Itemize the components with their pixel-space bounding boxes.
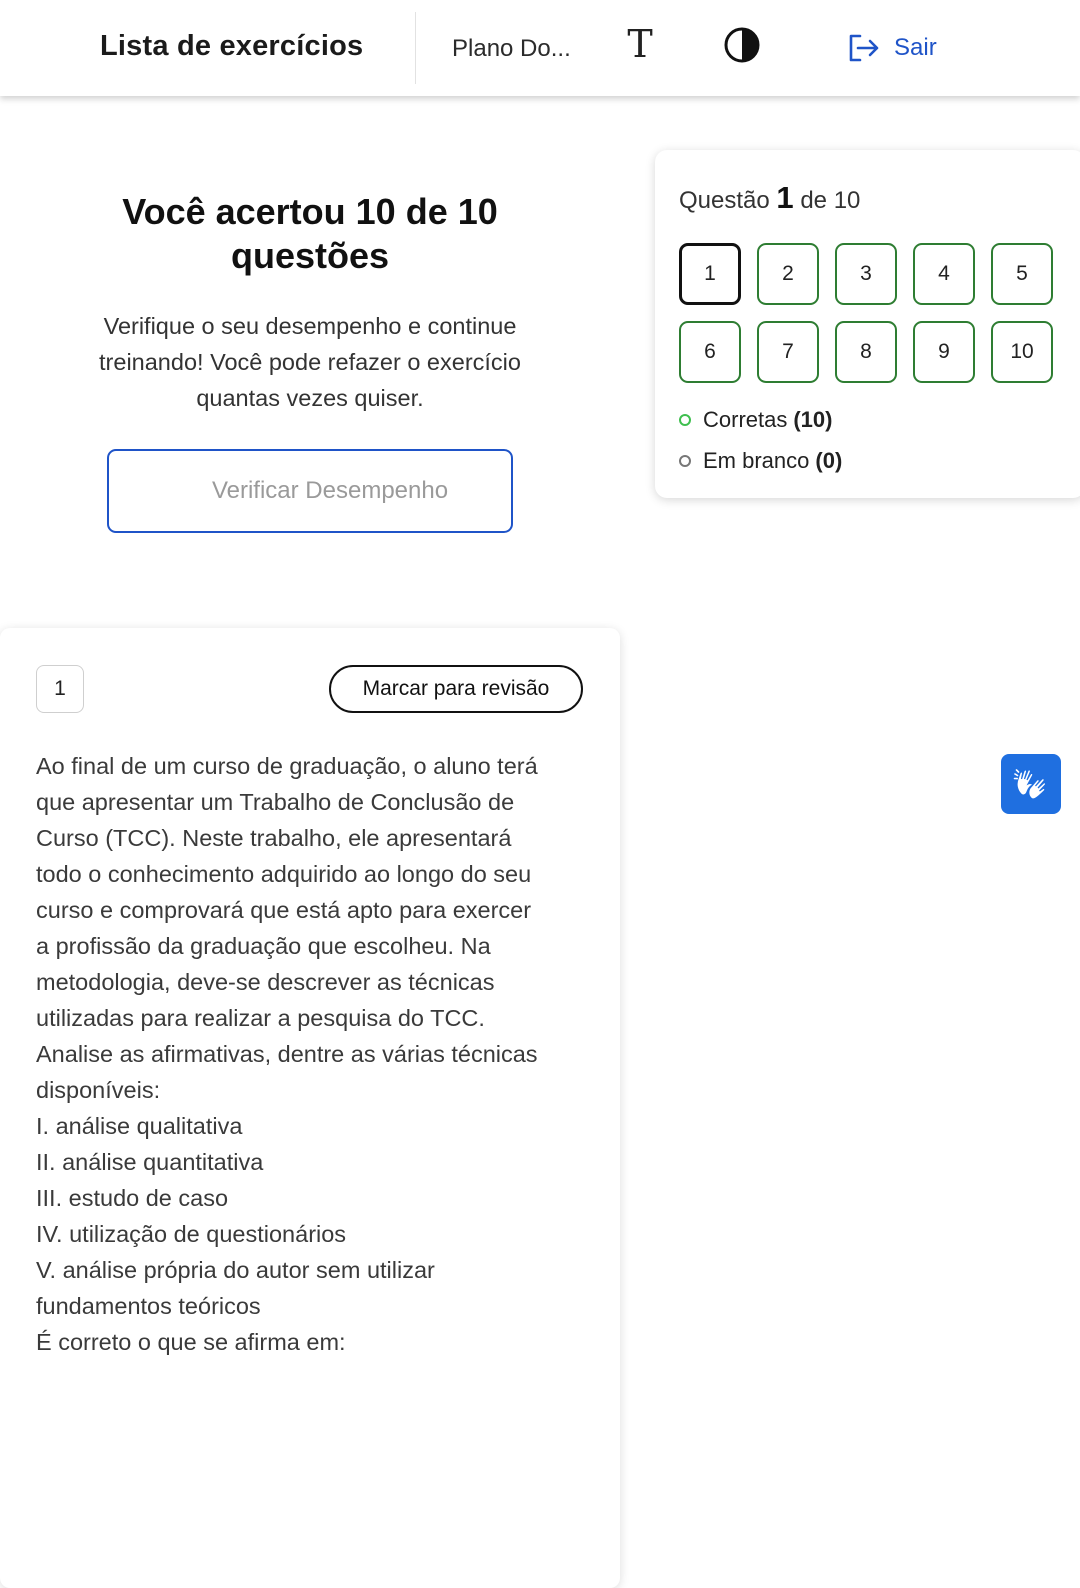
question-counter-current: 1 xyxy=(776,180,794,215)
font-size-icon[interactable]: T xyxy=(627,22,653,66)
question-navigator xyxy=(655,150,1080,498)
logout-button[interactable] xyxy=(846,30,937,66)
statement-line: É correto o que se afirma em: xyxy=(36,1329,346,1355)
statement-line: I. análise qualitativa xyxy=(36,1113,243,1139)
page-title: Lista de exercícios xyxy=(100,30,364,62)
question-button-9[interactable]: 9 xyxy=(913,321,975,383)
question-number-badge: 1 xyxy=(36,665,84,713)
question-statement xyxy=(36,748,596,1360)
statement-line: V. análise própria do autor sem utilizar xyxy=(36,1257,435,1283)
result-title: Você acertou 10 de 10 questões xyxy=(122,191,498,276)
question-button-4[interactable]: 4 xyxy=(913,243,975,305)
statement-line: que apresentar um Trabalho de Conclusão de xyxy=(36,789,515,815)
statement-line: Curso (TCC). Neste trabalho, ele apresentará xyxy=(36,825,512,851)
question-counter xyxy=(679,180,860,216)
header-divider xyxy=(415,12,416,84)
question-button-3[interactable]: 3 xyxy=(835,243,897,305)
correct-dot-icon xyxy=(679,414,691,426)
question-button-2[interactable]: 2 xyxy=(757,243,819,305)
question-button-6[interactable]: 6 xyxy=(679,321,741,383)
mark-for-review-button[interactable]: Marcar para revisão xyxy=(329,665,583,713)
logout-icon xyxy=(846,32,880,64)
logout-label: Sair xyxy=(894,34,937,61)
legend-correct-count: (10) xyxy=(793,407,833,432)
statement-line: IV. utilização de questionários xyxy=(36,1221,347,1247)
statement-line: Ao final de um curso de graduação, o aluno terá xyxy=(36,753,538,779)
legend-correct-label: Corretas xyxy=(703,407,788,432)
question-button-10[interactable]: 10 xyxy=(991,321,1053,383)
sign-language-button[interactable] xyxy=(1001,754,1061,814)
result-section xyxy=(60,190,560,416)
result-description: Verifique o seu desempenho e continue treinando! Você pode refazer o exercício quantas vezes quiser. xyxy=(99,313,521,411)
contrast-icon[interactable] xyxy=(723,26,761,64)
plan-name[interactable]: Plano Do... xyxy=(452,35,571,62)
question-card xyxy=(0,628,620,1588)
sign-language-hands-icon xyxy=(1011,764,1051,804)
question-button-7[interactable]: 7 xyxy=(757,321,819,383)
question-button-8[interactable]: 8 xyxy=(835,321,897,383)
statement-line: disponíveis: xyxy=(36,1077,161,1103)
blank-dot-icon xyxy=(679,455,691,467)
legend-blank xyxy=(679,448,842,474)
question-counter-suffix: de 10 xyxy=(800,187,861,214)
legend-correct xyxy=(679,407,832,433)
legend-blank-count: (0) xyxy=(815,448,843,473)
statement-line: metodologia, deve-se descrever as técnicas xyxy=(36,969,495,995)
statement-line: II. análise quantitativa xyxy=(36,1149,264,1175)
statement-line: curso e comprovará que está apto para exercer xyxy=(36,897,532,923)
question-counter-prefix: Questão xyxy=(679,187,770,214)
legend-blank-label: Em branco xyxy=(703,448,810,473)
statement-line: a profissão da graduação que escolheu. Na xyxy=(36,933,491,959)
verify-performance-button[interactable]: Verificar Desempenho xyxy=(107,449,513,533)
statement-line: Analise as afirmativas, dentre as várias técnicas xyxy=(36,1041,538,1067)
statement-line: utilizadas para realizar a pesquisa do TCC. xyxy=(36,1005,485,1031)
top-header xyxy=(0,0,1080,96)
statement-line: fundamentos teóricos xyxy=(36,1293,261,1319)
question-button-5[interactable]: 5 xyxy=(991,243,1053,305)
statement-line: III. estudo de caso xyxy=(36,1185,229,1211)
statement-line: todo o conhecimento adquirido ao longo do seu xyxy=(36,861,532,887)
question-button-1[interactable]: 1 xyxy=(679,243,741,305)
